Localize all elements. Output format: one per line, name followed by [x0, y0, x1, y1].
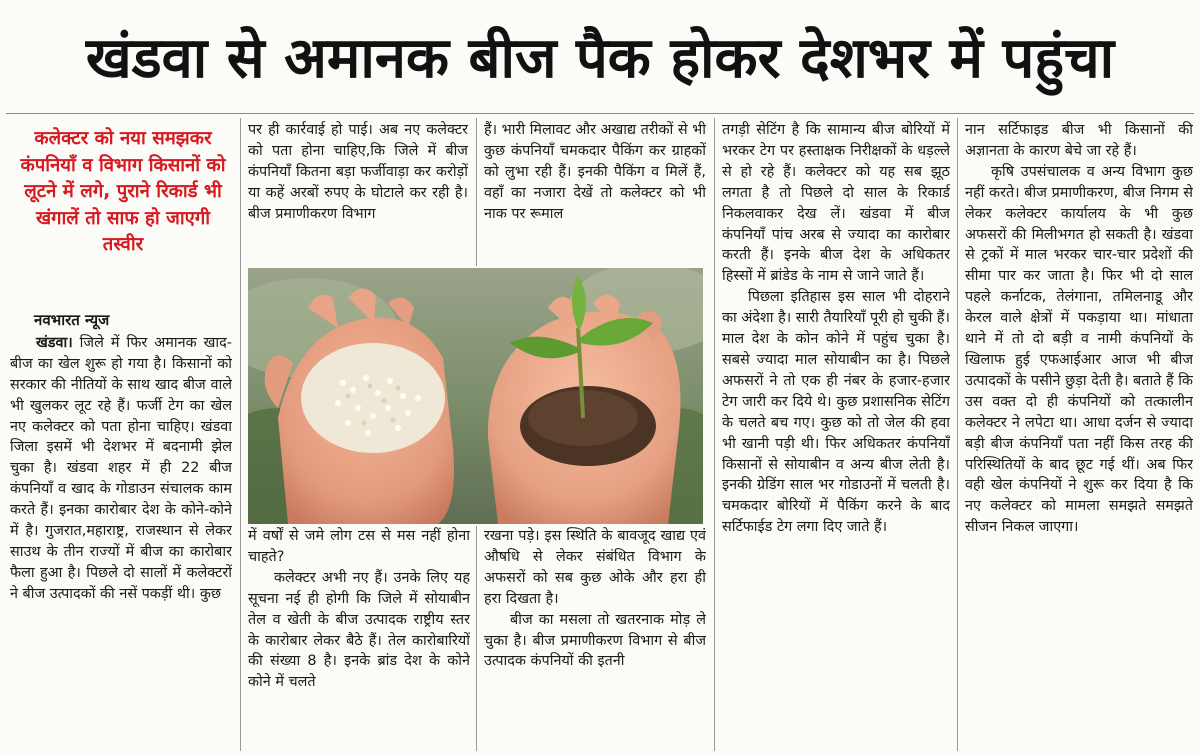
column-3-top — [484, 120, 706, 266]
column-divider — [714, 118, 715, 751]
paragraph: बीज का मसला तो खतरनाक मोड़ ले चुका है। बीज प्रमाणीकरण विभाग से बीज उत्पादक कंपनियों की इतनी — [484, 611, 706, 670]
column-4 — [722, 120, 950, 755]
paragraph: पर ही कार्रवाई हो पाई। अब नए कलेक्टर को पता होना चाहिए,कि जिले में बीज कंपनियाँ कितना बड़ा फर्जीवाड़ा कर करोड़ों या कहें अरबों रुपए के घोटाले कर रही है। बीज प्रमाणीकरण विभाग — [248, 122, 468, 222]
paragraph: हैं। भारी मिलावट और अखाद्य तरीकों से भी कुछ कंपनियाँ चमकदार पैकिंग कर ग्राहकों को लुभा रही हैं। इनकी पैकिंग व मिलें हैं, वहाँ का नजारा देखें तो कलेक्टर को भी नाक पर रूमाल — [484, 122, 706, 222]
paragraph: में वर्षों से जमे लोग टस से मस नहीं होना चाहते? — [248, 528, 470, 565]
byline: नवभारत न्यूज — [34, 311, 110, 329]
dateline: खंडवा। — [36, 334, 73, 351]
paragraph: नान सर्टिफाइड बीज भी किसानों की अज्ञानता के कारण बेचे जा रहे हैं। — [965, 122, 1193, 159]
paragraph: रखना पड़े। इस स्थिति के बावजूद खाद्य एवं औषधि से लेकर संबंधित विभाग के अफसरों को सब कुछ ओके और हरा ही हरा दिखता है। — [484, 528, 706, 607]
seed-hands-photo — [248, 268, 703, 524]
seed-hands-photo-illustration — [248, 268, 703, 524]
column-2-bottom — [248, 526, 470, 755]
headline-rule — [6, 113, 1194, 114]
column-1 — [10, 310, 232, 755]
paragraph-text: जिले में फिर अमानक खाद-बीज का खेल शुरू हो गया है। किसानों को सरकार की नीतियों के साथ खाद बीज वाले भी खुलकर लूट रहे हैं। फर्जी टेग का खेल नए कलेक्टर को पता होना चाहिए। खंडवा जिला इसमें भी देशभर में बदनामी झेल चुका है। खंडवा शहर में ही 22 बीज कंपनियाँ व खाद के गोडाउन संचालक काम करते हैं। इनका कारोबार देश के कोने-कोने में है। गुजरात,महाराष्ट्र, राजस्थान से लेकर साउथ के तीन राज्यों में बीज का कारोबार फैला हुआ है। पिछले दो सालों में कलेक्टरों ने बीज उत्पादकों की नसें पकड़ीं थी। कुछ — [10, 334, 232, 602]
paragraph: तगड़ी सेटिंग है कि सामान्य बीज बोरियों में भरकर टेग पर हस्ताक्षक निरीक्षकों के धड़ल्ले से हो रहे हैं। कलेक्टर को यह सब झूठ लगता है तो पिछले दो साल के रिकार्ड निकलवाकर देख लें। खंडवा में बीज कंपनियाँ पांच अरब से ज्यादा का कारोबार करती हैं। इनके बीज देश के अधिकतर हिस्सों में ब्रांडेड के नाम से जाने जाते हैं। — [722, 122, 950, 285]
paragraph: कलेक्टर अभी नए हैं। उनके लिए यह सूचना नई ही होगी कि जिले में सोयाबीन तेल व खेती के बीज उत्पादक राष्ट्रीय स्तर के कारोबार लेकर बैठे हैं। तेल कारोबारियों की संख्या 8 है। इनके ब्रांड देश के कोने कोने में चलते — [248, 569, 470, 691]
column-3-bottom — [484, 526, 706, 755]
paragraph: कृषि उपसंचालक व अन्य विभाग कुछ नहीं करते। बीज प्रमाणीकरण, बीज निगम से लेकर कलेक्टर कार्यालय के भी कुछ अफसरों की मिलीभगत हो सकती है। खंडवा से ट्रकों में माल भरकर चार-चार प्रदेशों की सीमा पार कर जाता है। फिर भी दो साल पहले कर्नाटक, तेलंगाना, तमिलनाडू और केरल वाले क्षेत्रों में पकड़ाया था। मांधाता थाने में तो दो बड़ी व नामी कंपनियों के खिलाफ हुई एफआईआर आज भी बीज उत्पादकों के पसीने छुड़ा देती है। बताते हैं कि उस वक्त दो ही कंपनियों को तत्कालीन कलेक्टर ने लपेटा था। आधा दर्जन से ज्यादा बड़ी बीज कंपनियाँ पता नहीं किस तरह की परिस्थितियों के बाद छूट गई थीं। अब फिर वही खेल कंपनियों ने शुरू कर दिया है कि नए कलेक्टर को मामला समझते समझते सीजन निकल जाएगा। — [965, 163, 1193, 536]
column-divider — [957, 118, 958, 751]
column-divider — [240, 118, 241, 751]
paragraph: पिछला इतिहास इस साल भी दोहराने का अंदेशा है। सारी तैयारियाँ पूरी हो चुकी हैं। माल देश के कोन कोने में पहुंच चुका है। सबसे ज्यादा माल सोयाबीन का है। पिछले अफसरों ने तो एक ही नंबर के हजार-हजार टेग जारी कर दिये थे। कुछ प्रशासनिक सेटिंग के चलते बच गए। कुछ को तो जेल की हवा भी खानी पड़ी थी। फिर अधिकतर कंपनियाँ किसानों से सोयाबीन व अन्य बीज लेती है। इनकी ग्रेडिंग साल भर गोडाउनों में चलती है। चमकदार बोरियों में पैकिंग करने के बाद सर्टिफाईड टेग लगा दिए जाते हैं। — [722, 289, 950, 536]
column-divider — [476, 526, 477, 751]
column-5 — [965, 120, 1193, 755]
headline: खंडवा से अमानक बीज पैक होकर देशभर में पहुंचा — [85, 26, 1115, 91]
paragraph — [10, 333, 232, 605]
column-divider — [476, 118, 477, 266]
column-2-top — [248, 120, 468, 266]
pull-quote: कलेक्टर को नया समझकर कंपनियाँ व विभाग किसानों को लूटने में लगे, पुराने रिकार्ड भी खंगालें तो साफ हो जाएगी तस्वीर — [20, 128, 226, 255]
